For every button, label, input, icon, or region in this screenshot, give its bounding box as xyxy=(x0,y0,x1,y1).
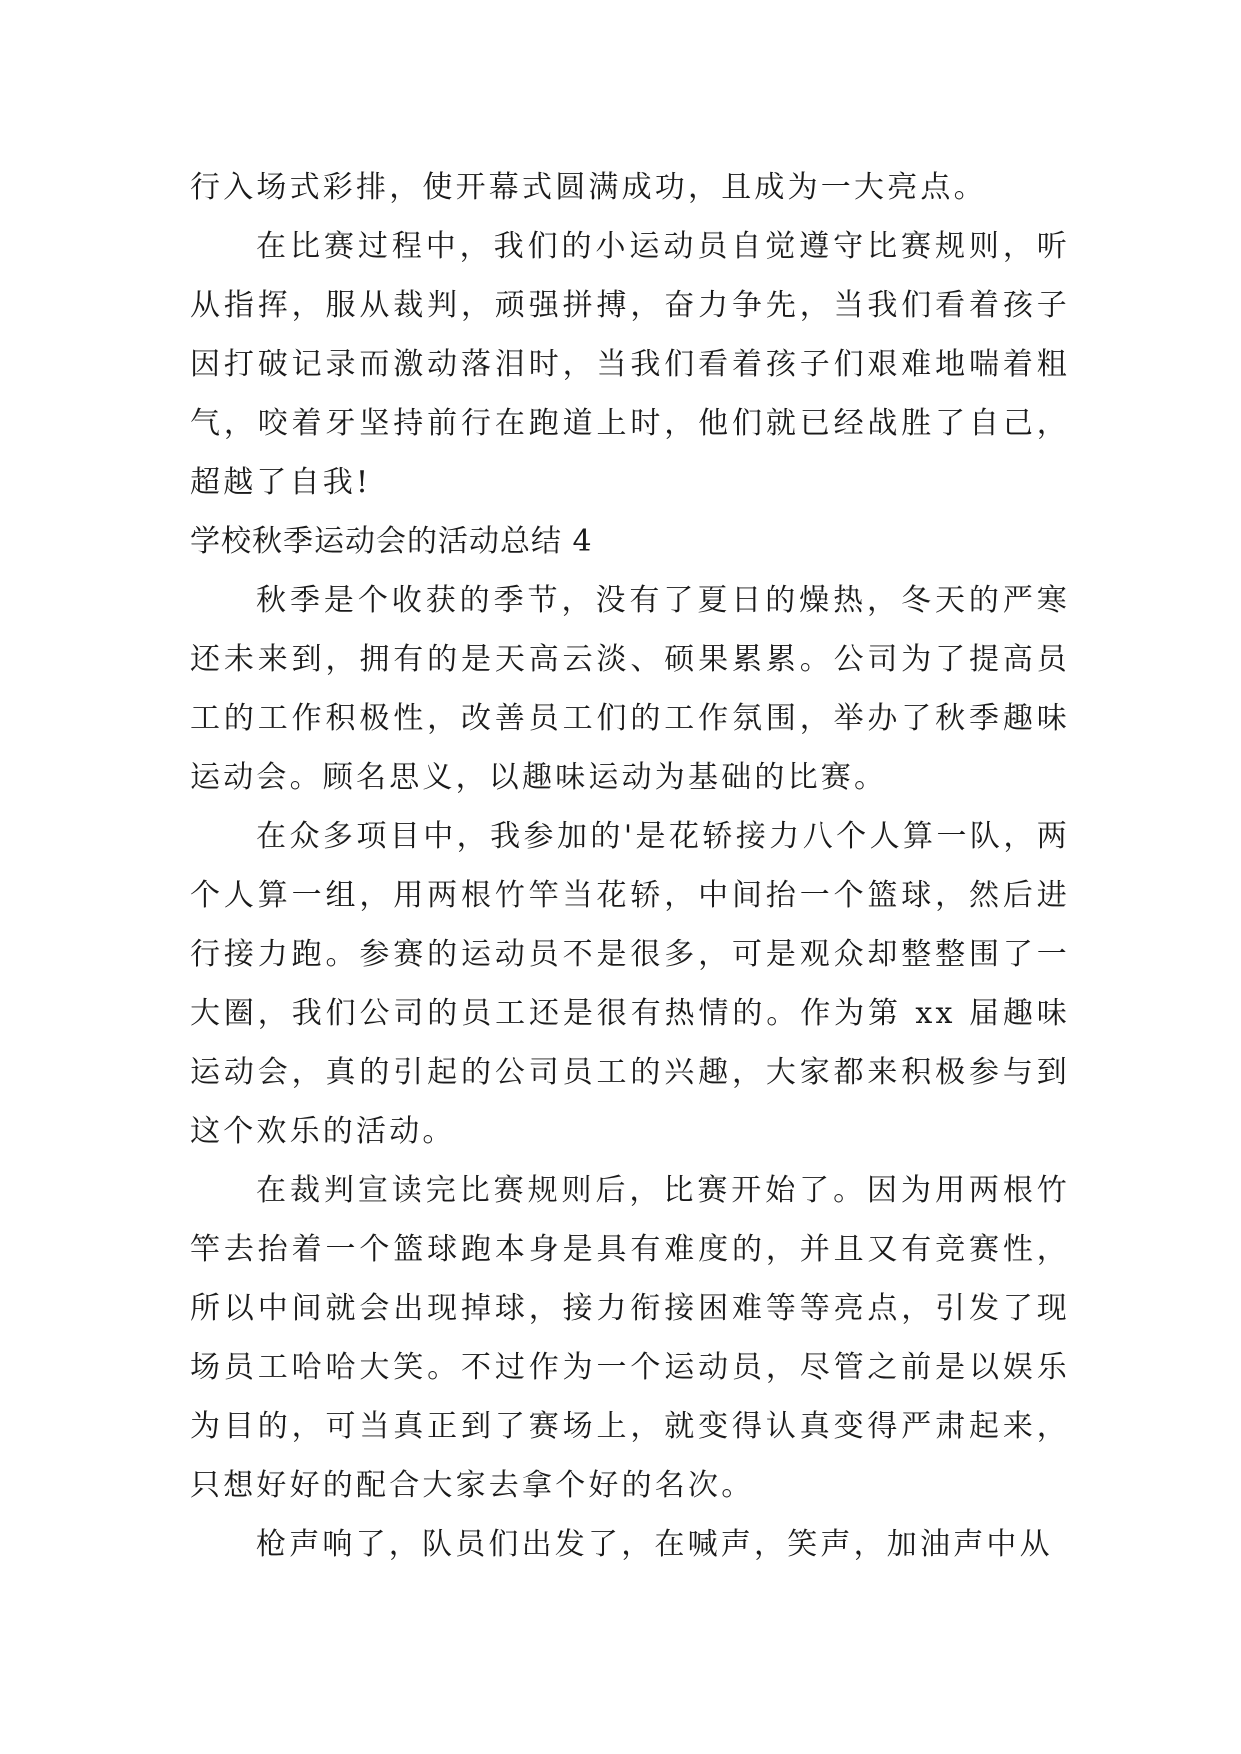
paragraph-relay-event: 在众多项目中，我参加的'是花轿接力八个人算一队，两个人算一组，用两根竹竿当花轿，中间抬一个篮球，然后进行接力跑。参赛的运动员不是很多，可是观众却整整围了一大圈，我们公司的员工还是很有热情的。作为第 xx 届趣味运动会，真的引起的公司员工的兴趣，大家都来积极参与到这个欢乐的活动。 xyxy=(190,819,1070,1149)
paragraph-race-start: 在裁判宣读完比赛规则后，比赛开始了。因为用两根竹竿去抬着一个篮球跑本身是具有难度的，并且又有竞赛性，所以中间就会出现掉球，接力衔接困难等等亮点，引发了现场员工哈哈大笑。不过作为一个运动员，尽管之前是以娱乐为目的，可当真正到了赛场上，就变得认真变得严肃起来，只想好好的配合大家去拿个好的名次。 xyxy=(190,1173,1070,1503)
section-heading: 学校秋季运动会的活动总结 4 xyxy=(190,524,593,559)
document-body xyxy=(190,158,1070,1574)
paragraph-gunshot: 枪声响了，队员们出发了，在喊声，笑声，加油声中从 xyxy=(256,1527,1053,1562)
paragraph-autumn-intro: 秋季是个收获的季节，没有了夏日的燥热，冬天的严寒还未来到，拥有的是天高云淡、硕果累累。公司为了提高员工的工作积极性，改善员工们的工作氛围，举办了秋季趣味运动会。顾名思义，以趣味运动为基础的比赛。 xyxy=(190,583,1070,795)
paragraph-continued: 行入场式彩排，使开幕式圆满成功，且成为一大亮点。 xyxy=(190,170,987,205)
paragraph-competition-process: 在比赛过程中，我们的小运动员自觉遵守比赛规则，听从指挥，服从裁判，顽强拼搏，奋力争先，当我们看着孩子因打破记录而激动落泪时，当我们看着孩子们艰难地喘着粗气，咬着牙坚持前行在跑道上时，他们就已经战胜了自己，超越了自我! xyxy=(190,229,1070,500)
